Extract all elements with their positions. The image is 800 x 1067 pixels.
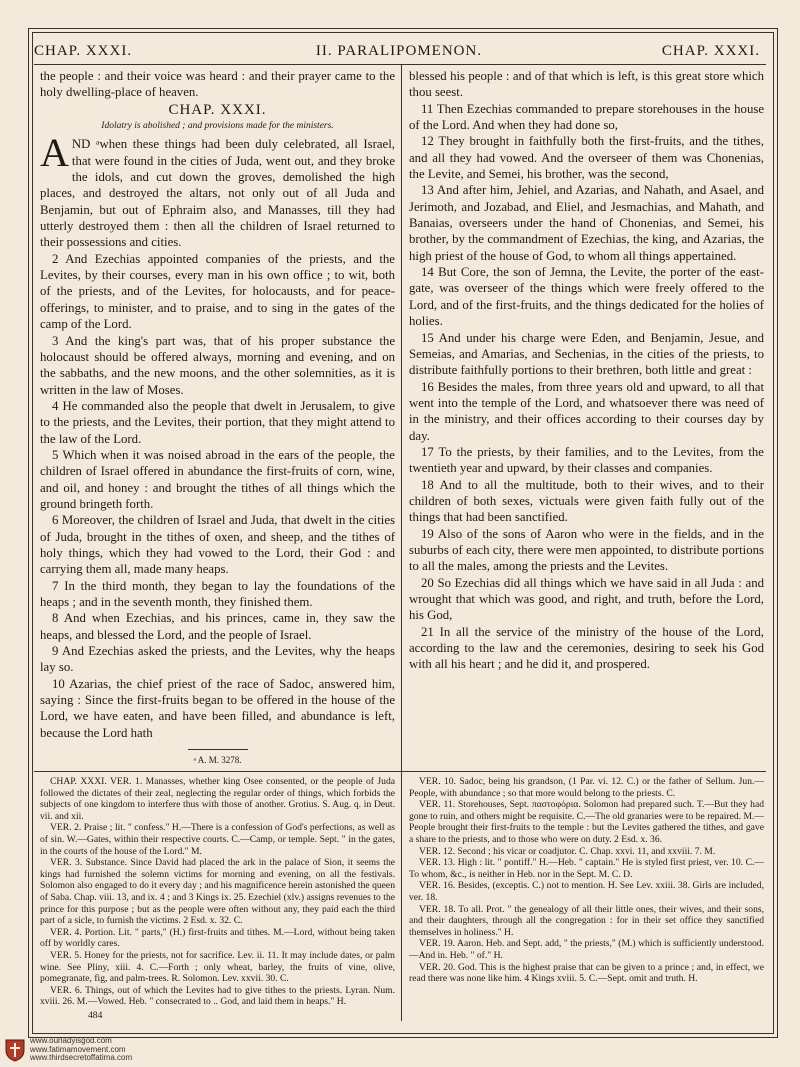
commentary-left xyxy=(40,776,395,1021)
commentary-note: VER. 16. Besides, (exceptis. C.) not to mention. H. See Lev. xxiii. 38. Girls are included, ver. 18. xyxy=(409,880,764,903)
drop-cap: A xyxy=(40,130,69,176)
verse: 5 Which when it was noised abroad in the ears of the people, the children of Israel offered in abundance the first-fruits of corn, wine, and oil, and honey : and brought the tithes of all things which the ground bringeth forth. xyxy=(40,447,395,511)
notes-divider xyxy=(34,771,766,772)
verse: 7 In the third month, they began to lay the foundations of the heaps ; and in the seventh month, they finished them. xyxy=(40,578,395,609)
verse: 2 And Ezechias appointed companies of the priests, and the Levites, by their courses, every man in his own office ; to wit, both of the priests, and of the Levites, for holocausts, and for peace-offerings, to minister, and to praise, and to sing in the gates of the camp of the Lord. xyxy=(40,251,395,332)
verse: 18 And to all the multitude, both to their wives, and to their children of both sexes, victuals were given faith fully out of the things that had been sanctified. xyxy=(409,477,764,525)
footer-links xyxy=(30,1037,132,1063)
left-column xyxy=(40,68,395,768)
verse: 12 They brought in faithfully both the first-fruits, and the tithes, and all they had vowed. And the overseer of them was Chonenias, the Levite, and Semei, his brother, was the second, xyxy=(409,134,764,182)
commentary-note: VER. 4. Portion. Lit. " parts," (H.) first-fruits and tithes. M.—Lord, without being taken off by worldly cares. xyxy=(40,926,395,950)
verse: 21 In all the service of the ministry of the house of the Lord, according to the law and the ceremonies, desiring to seek his God with all his heart ; and he did it, and prospered. xyxy=(409,624,764,672)
continued-text: the people : and their voice was heard : and their prayer came to the holy dwelling-place of heaven. xyxy=(40,69,395,100)
footnote-rule xyxy=(188,749,248,750)
commentary-note: VER. 12. Second ; his vicar or coadjutor. C. Chap. xxvi. 11, and xxviii. 7. M. xyxy=(419,845,716,857)
commentary-note: VER. 19. Aaron. Heb. and Sept. add, " the priests," (M.) which is sufficiently understood.—And in. Heb. " of." H. xyxy=(409,938,764,961)
verse: 14 But Core, the son of Jemna, the Levite, the porter of the east-gate, was overseer of the things which were freely offered to the Lord, and of the first-fruits, and the things dedicated for the holies of holies. xyxy=(409,265,764,329)
commentary-note: VER. 20. God. This is the highest praise that can be given to a prince ; and, in effect, we read there was none like him. 4 Kings xviii. 5. C.—Sept. omit and truth. H. xyxy=(409,961,764,985)
verse: 11 Then Ezechias commanded to prepare storehouses in the house of the Lord. And when they had done so, xyxy=(409,101,764,133)
page-number: 484 xyxy=(88,1009,103,1021)
notes-column-divider xyxy=(401,771,402,1021)
commentary-note: VER. 11. Storehouses, Sept. παστοφόρια. Solomon had prepared such. T.—But they had gone to ruin, and others might be requisite. C.—The old granaries were to be repaired. M.—People brought their first-fruits to the temple : but the Levites gathered the tithes, and gave a share to the priests, and to those who were on duty. 2 Esd. x. 36. xyxy=(409,799,764,845)
shield-seal-icon xyxy=(4,1038,26,1062)
running-head-right: CHAP. XXXI. xyxy=(661,43,760,59)
verse: 3 And the king's part was, that of his proper substance the holocaust should be offered always, morning and evening, and on the sabbaths, and the new moons, and the other solemnities, as it is written in the law of Moses. xyxy=(40,333,395,397)
right-column xyxy=(409,68,764,673)
footer-link[interactable]: www.thirdsecretoffatima.com xyxy=(30,1053,133,1062)
column-divider xyxy=(401,64,402,771)
running-head xyxy=(34,37,764,65)
footer-link[interactable]: www.fatimamovement.com xyxy=(30,1044,126,1054)
chapter-heading: CHAP. XXXI. xyxy=(168,101,267,118)
verse: 20 So Ezechias did all things which we have said in all Juda : and wrought that which was good, and right, and truth, before the Lord, his God, xyxy=(409,575,764,623)
chapter-summary: Idolatry is abolished ; and provisions made for the ministers. xyxy=(101,121,334,132)
verse: 4 He commanded also the people that dwelt in Jerusalem, to give to the priests, and the Levites, their portion, that they might attend to the law of the Lord. xyxy=(40,398,395,446)
commentary-note: CHAP. XXXI. VER. 1. Manasses, whether king Osee consented, or the people of Juda followed the dictates of their zeal, neglecting the regular order of things, which forbids the subjects of one kingdom to interfere thus with those of another. Grotius. S. Aug. q. in Deut. vii. and xii. xyxy=(40,776,395,822)
verse-1-text: ND ᵃwhen these things had been duly celebrated, all Israel, that were found in the cities of Juda, went out, and they broke the idols, and cut down the groves, demolished the high places, and destroyed the altars, not only out of all Juda and Benjamin, but out of Ephraim also, and Manasses, till they had utterly destroyed them : then all the children of Israel returned to their possessions and cities. xyxy=(40,137,395,250)
verse: 6 Moreover, the children of Israel and Juda, that dwelt in the cities of Juda, brought in the tithes of oxen, and sheep, and the tithes of holy things, which they had vowed to the Lord, their God : and carrying them all, made many heaps. xyxy=(40,513,395,577)
verse: 8 And when Ezechias, and his princes, came in, they saw the heaps, and blessed the Lord, and the people of Israel. xyxy=(40,611,395,642)
commentary-right xyxy=(409,776,764,985)
verse: 16 Besides the males, from three years old and upward, to all that went into the temple of the Lord, and whatsoever there was need of in the ministry, and their offices according to their courses day by day. xyxy=(409,379,764,443)
footer-link[interactable]: www.ourladyisgod.com xyxy=(30,1036,112,1045)
commentary-note: VER. 18. To all. Prot. " the genealogy of all their little ones, their wives, and their sons, and their daughters, through all the congregation : for in their set office they sanctified themselves in holiness." H. xyxy=(409,903,764,938)
verse: 10 Azarias, the chief priest of the race of Sadoc, answered him, saying : Since the first-fruits began to be offered in the house of the Lord, we have eaten, and have been filled, and abundance is left, because the Lord hath xyxy=(40,676,395,740)
commentary-note: VER. 3. Substance. Since David had placed the ark in the palace of Sion, it seems the kings had furnished the solemn victims for morning and evening, on all the festivals. Solomon also engaged to do it every day ; and his magnificence herein astonished the queen of Saba. Chap. viii. 13, and ix. 4 ; and 3 Kings ix. 25. Ezechiel (xlv.) assigns revenues to the prince for this purpose ; but as the people were often without any, they paid each the third part of a sicle, to furnish the victims. 2 Esd. x. 32. C. xyxy=(40,857,395,927)
running-head-left: CHAP. XXXI. xyxy=(34,43,133,59)
continued-text: blessed his people : and of that which is left, is this great store which thou seest. xyxy=(409,69,764,100)
verse: 9 And Ezechias asked the priests, and the Levites, why the heaps lay so. xyxy=(40,644,395,675)
verse-1 xyxy=(40,130,395,250)
commentary-note: VER. 10. Sadoc, being his grandson, (1 Par. vi. 12. C.) or the father of Sellum. Jun.—People, with abundance ; so that more would belong to the priests. C. xyxy=(409,776,764,799)
verse: 17 To the priests, by their families, and to the Levites, from the twentieth year and upward, by their classes and companies. xyxy=(409,444,764,476)
commentary-note: VER. 6. Things, out of which the Levites had to give tithes to the priests. Lyran. Num. xviii. 26. M.—Vowed. Heb. " consecrated to .. God, and laid them in heaps." H. xyxy=(40,984,395,1008)
verse: 19 Also of the sons of Aaron who were in the fields, and in the suburbs of each city, there were men appointed, to distribute portions to all the males, among the priests and the Levites. xyxy=(409,526,764,574)
verse: 15 And under his charge were Eden, and Benjamin, Jesue, and Semeias, and Amarias, and Sechenias, in the cities of the priests, to distribute faithfully portions to their brethren, both little and great : xyxy=(409,330,764,378)
commentary-note: VER. 5. Honey for the priests, not for sacrifice. Lev. ii. 11. It may include dates, or palm wine. See Pliny, xiii. 4. C.—Forth ; only wheat, barley, the fruits of vine, olive, pomegranate, fig, and palm-trees. R. Solomon. Lev. xxvii. 30. C. xyxy=(40,949,395,985)
running-head-title: II. PARALIPOMENON. xyxy=(315,43,483,59)
header-divider xyxy=(34,64,766,65)
verse: 13 And after him, Jehiel, and Azarias, and Nahath, and Asael, and Jerimoth, and Jozabad, and Eliel, and Jesmachias, and Mahath, and Banaias, overseers under the hand of Chonenias, and Semei, his brother, by the commandment of Ezechias, the king, and Azarias, the high priest of the house of God, to whom all things appertained. xyxy=(409,183,764,263)
commentary-note: VER. 13. High : lit. " pontiff." H.—Heb. " captain." He is styled first priest, ver. 10. C.—To whom, &c., is neither in Heb. nor in the Sept. M. C. D. xyxy=(409,857,764,880)
footnote-reference: ᵃ A. M. 3278. xyxy=(193,755,242,766)
commentary-note: VER. 2. Praise ; lit. " confess." H.—There is a confession of God's perfections, as well as of sin. W.—Gates, within their respective courts. C.—Camp, or temple. Sept. " in the gates, in the courts of the house of the Lord." M. xyxy=(40,822,395,857)
